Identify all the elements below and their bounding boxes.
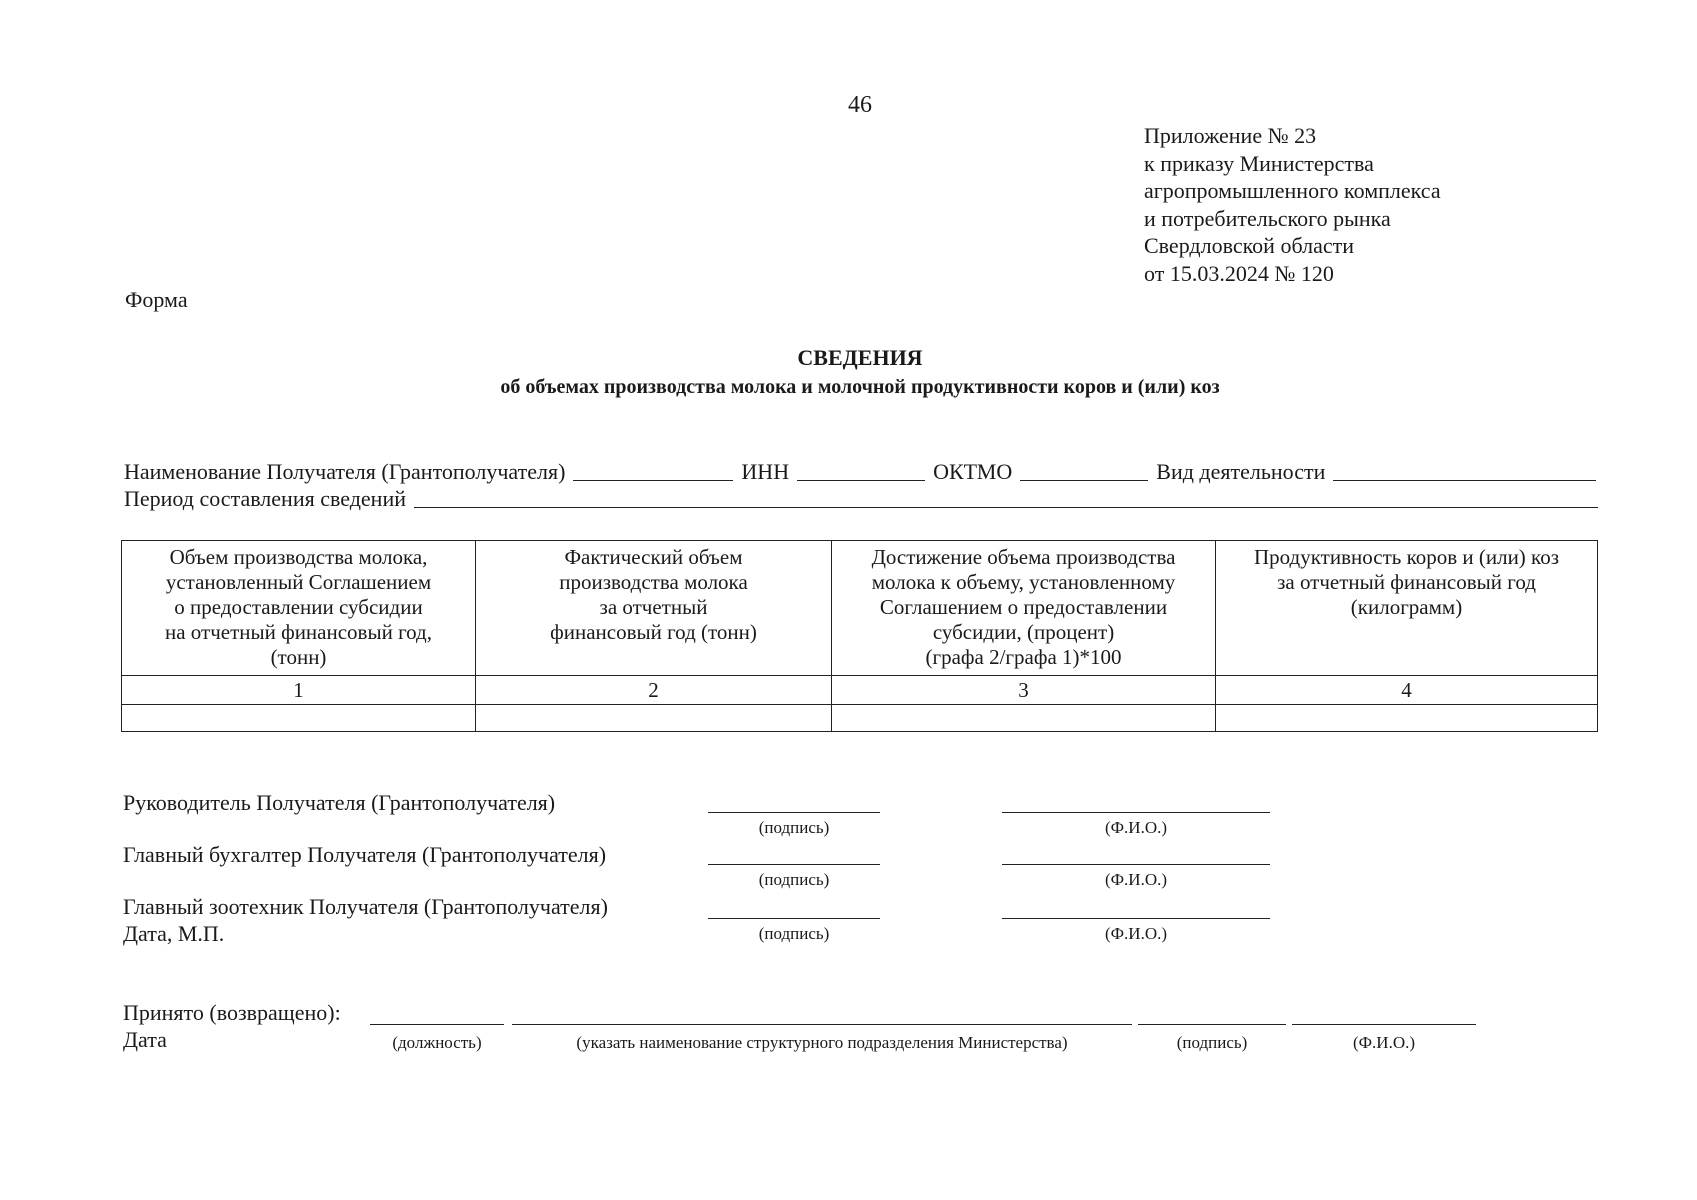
table-header-row <box>122 541 1598 676</box>
acceptance-date-label: Дата <box>123 1027 167 1052</box>
acceptance-signature-line[interactable] <box>1138 1024 1286 1025</box>
form-label: Форма <box>125 287 188 312</box>
column-number: 2 <box>476 676 832 705</box>
header-line: (тонн) <box>270 645 327 669</box>
header-line: за отчетный <box>599 595 708 619</box>
accountant-fio-line[interactable] <box>1002 864 1270 865</box>
header-line: Соглашением о предоставлении <box>879 595 1168 619</box>
recipient-name-field[interactable] <box>573 480 733 481</box>
header-line: Достижение объема производства <box>871 545 1176 569</box>
accountant-signature-label: Главный бухгалтер Получателя (Грантополучателя) <box>123 842 607 867</box>
column-number: 4 <box>1216 676 1598 705</box>
data-table <box>121 540 1598 732</box>
zootech-fio-line[interactable] <box>1002 918 1270 919</box>
appendix-reference <box>1144 122 1441 288</box>
table-header-cell <box>1216 541 1598 676</box>
table-cell-input[interactable] <box>832 705 1216 732</box>
activity-field[interactable] <box>1333 480 1596 481</box>
appendix-line: от 15.03.2024 № 120 <box>1144 260 1334 286</box>
table-cell-input[interactable] <box>122 705 476 732</box>
appendix-line: Приложение № 23 <box>1144 123 1317 148</box>
signature-caption: (подпись) <box>758 818 830 837</box>
oktmo-label: ОКТМО <box>933 459 1013 484</box>
header-line: (графа 2/графа 1)*100 <box>925 645 1122 669</box>
header-line: Объем производства молока, <box>169 545 428 569</box>
page-number: 46 <box>848 92 872 118</box>
appendix-line: к приказу Министерства <box>1144 150 1374 176</box>
requisites-row <box>124 457 1596 485</box>
header-line: Продуктивность коров и (или) коз <box>1253 545 1559 569</box>
table-header-cell <box>476 541 832 676</box>
header-line: за отчетный финансовый год <box>1277 570 1536 594</box>
fio-caption: (Ф.И.О.) <box>1104 870 1168 889</box>
period-field[interactable] <box>414 507 1598 508</box>
appendix-line: агропромышленного комплекса <box>1144 178 1441 204</box>
header-line: о предоставлении субсидии <box>174 595 423 619</box>
appendix-line: Свердловской области <box>1144 233 1354 259</box>
document-title: СВЕДЕНИЯ <box>797 345 923 370</box>
accountant-signature-line[interactable] <box>708 864 880 865</box>
signature-caption: (подпись) <box>758 870 830 889</box>
header-line: субсидии, (процент) <box>932 620 1115 644</box>
document-subtitle: об объемах производства молока и молочной продуктивности коров и (или) коз <box>500 376 1220 398</box>
acceptance-signature-caption: (подпись) <box>1176 1033 1248 1052</box>
header-line: молока к объему, установленному <box>871 570 1176 594</box>
zootech-signature-label: Главный зоотехник Получателя (Грантополучателя) <box>123 894 608 919</box>
zootech-signature-line[interactable] <box>708 918 880 919</box>
head-signature-label: Руководитель Получателя (Грантополучателя) <box>123 790 556 815</box>
column-number-row <box>122 676 1598 705</box>
date-stamp-label: Дата, М.П. <box>123 921 225 946</box>
department-caption: (указать наименование структурного подразделения Министерства) <box>576 1033 1068 1052</box>
table-cell-input[interactable] <box>476 705 832 732</box>
header-line: (килограмм) <box>1350 595 1463 619</box>
header-line: производства молока <box>559 570 748 594</box>
appendix-line: и потребительского рынка <box>1144 205 1391 231</box>
header-line: финансовый год (тонн) <box>550 620 757 644</box>
table-cell-input[interactable] <box>1216 705 1598 732</box>
signature-caption: (подпись) <box>758 924 830 943</box>
oktmo-field[interactable] <box>1020 480 1148 481</box>
column-number: 3 <box>832 676 1216 705</box>
header-line: установленный Соглашением <box>165 570 432 594</box>
department-line[interactable] <box>512 1024 1132 1025</box>
fio-caption: (Ф.И.О.) <box>1104 818 1168 837</box>
period-label: Период составления сведений <box>124 486 406 511</box>
inn-label: ИНН <box>741 459 790 484</box>
table-row <box>122 705 1598 732</box>
header-line: Фактический объем <box>564 545 743 569</box>
position-caption: (должность) <box>392 1033 482 1052</box>
head-fio-line[interactable] <box>1002 812 1270 813</box>
activity-label: Вид деятельности <box>1156 459 1326 484</box>
column-number: 1 <box>122 676 476 705</box>
fio-caption: (Ф.И.О.) <box>1104 924 1168 943</box>
header-line: на отчетный финансовый год, <box>164 620 432 644</box>
table-header-cell <box>832 541 1216 676</box>
table-header-cell <box>122 541 476 676</box>
period-row <box>124 484 1598 512</box>
head-signature-line[interactable] <box>708 812 880 813</box>
recipient-name-label: Наименование Получателя (Грантополучателя) <box>124 459 566 484</box>
acceptance-label: Принято (возвращено): <box>123 1000 341 1025</box>
acceptance-fio-line[interactable] <box>1292 1024 1476 1025</box>
inn-field[interactable] <box>797 480 925 481</box>
acceptance-fio-caption: (Ф.И.О.) <box>1352 1033 1416 1052</box>
position-line[interactable] <box>370 1024 504 1025</box>
